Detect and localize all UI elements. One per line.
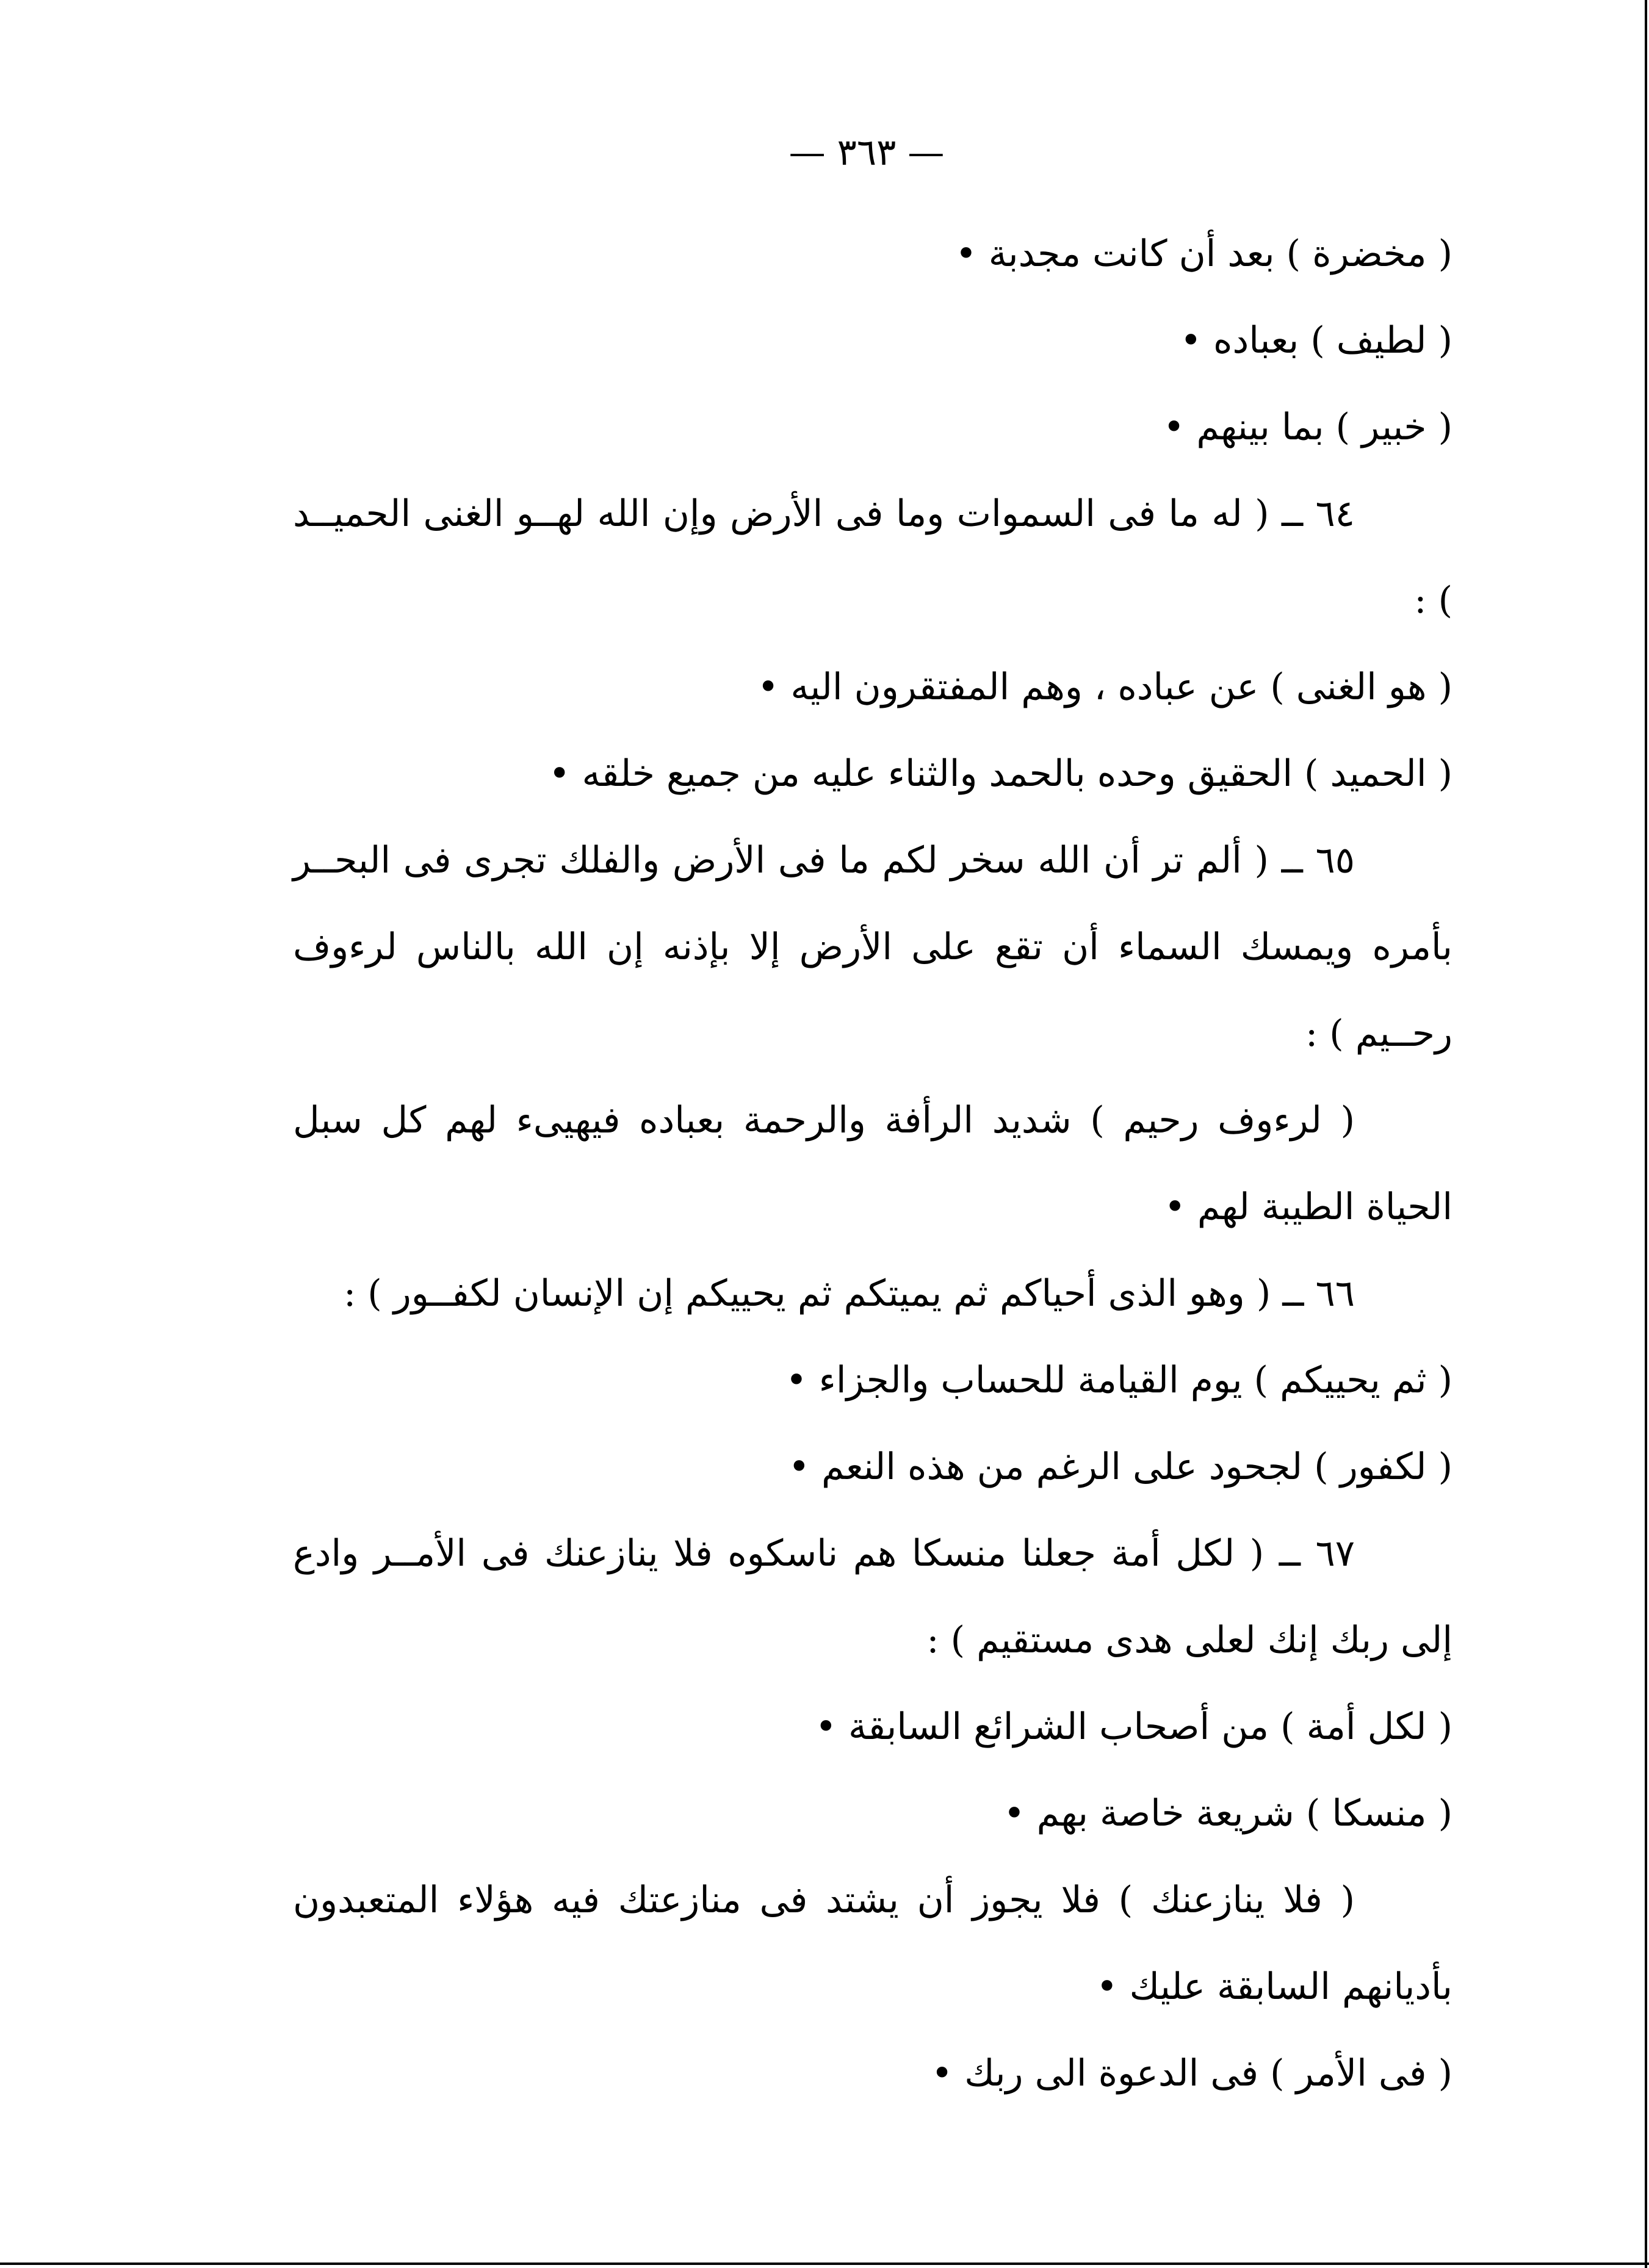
gloss-line: ( لطيف ) بعباده • [1180, 319, 1452, 362]
verse-paragraph: ٦٥ ــ ( ألم تر أن الله سخر لكم ما فى الأرض والفلك تجرى فى البحــر بأمره ويمسك السماء أن تقع على الأرض إلا بإذنه إن الله بالناس لرءوف رحــيم ) : [293, 839, 1452, 1055]
gloss-line: ( فى الأمر ) فى الدعوة الى ربك • [931, 2052, 1452, 2095]
commentary-paragraph: ( فلا ينازعنك ) فلا يجوز أن يشتد فى منازعتك فيه هؤلاء المتعبدون بأديانهم السابقة عليك • [293, 1879, 1452, 2008]
page-body [293, 211, 1452, 2163]
commentary-paragraph: ( لرءوف رحيم ) شديد الرأفة والرحمة بعباده فيهيىء لهم كل سبل الحياة الطيبة لهم • [293, 1099, 1452, 1228]
gloss-line: ( لكفور ) لجحود على الرغم من هذه النعم • [788, 1445, 1452, 1488]
page-number: — ٣٦٣ — [788, 131, 945, 174]
gloss-line: ( منسكا ) شريعة خاصة بهم • [1003, 1792, 1452, 1835]
verse-paragraph: ٦٦ ــ ( وهو الذى أحياكم ثم يميتكم ثم يحييكم إن الإنسان لكفــور ) : [343, 1272, 1355, 1315]
gloss-line: ( مخضرة ) بعد أن كانت مجدبة • [955, 232, 1452, 275]
gloss-line: ( الحميد ) الحقيق وحده بالحمد والثناء عليه من جميع خلقه • [549, 752, 1452, 795]
page-edge-bottom [0, 2263, 1649, 2265]
gloss-line: ( هو الغنى ) عن عباده ، وهم المفتقرون اليه • [757, 666, 1452, 708]
verse-paragraph: ٦٤ ــ ( له ما فى السموات وما فى الأرض وإن الله لهــو الغنى الحميــد ) : [293, 492, 1452, 622]
gloss-line: ( لكل أمة ) من أصحاب الشرائع السابقة • [815, 1705, 1452, 1748]
gloss-line: ( ثم يحييكم ) يوم القيامة للحساب والجزاء • [785, 1359, 1452, 1402]
page-edge-right [1645, 0, 1647, 2268]
verse-paragraph: ٦٧ ــ ( لكل أمة جعلنا منسكا هم ناسكوه فلا ينازعنك فى الأمــر وادع إلى ربك إنك لعلى هدى مستقيم ) : [293, 1532, 1452, 1661]
gloss-line: ( خبير ) بما بينهم • [1163, 406, 1452, 448]
